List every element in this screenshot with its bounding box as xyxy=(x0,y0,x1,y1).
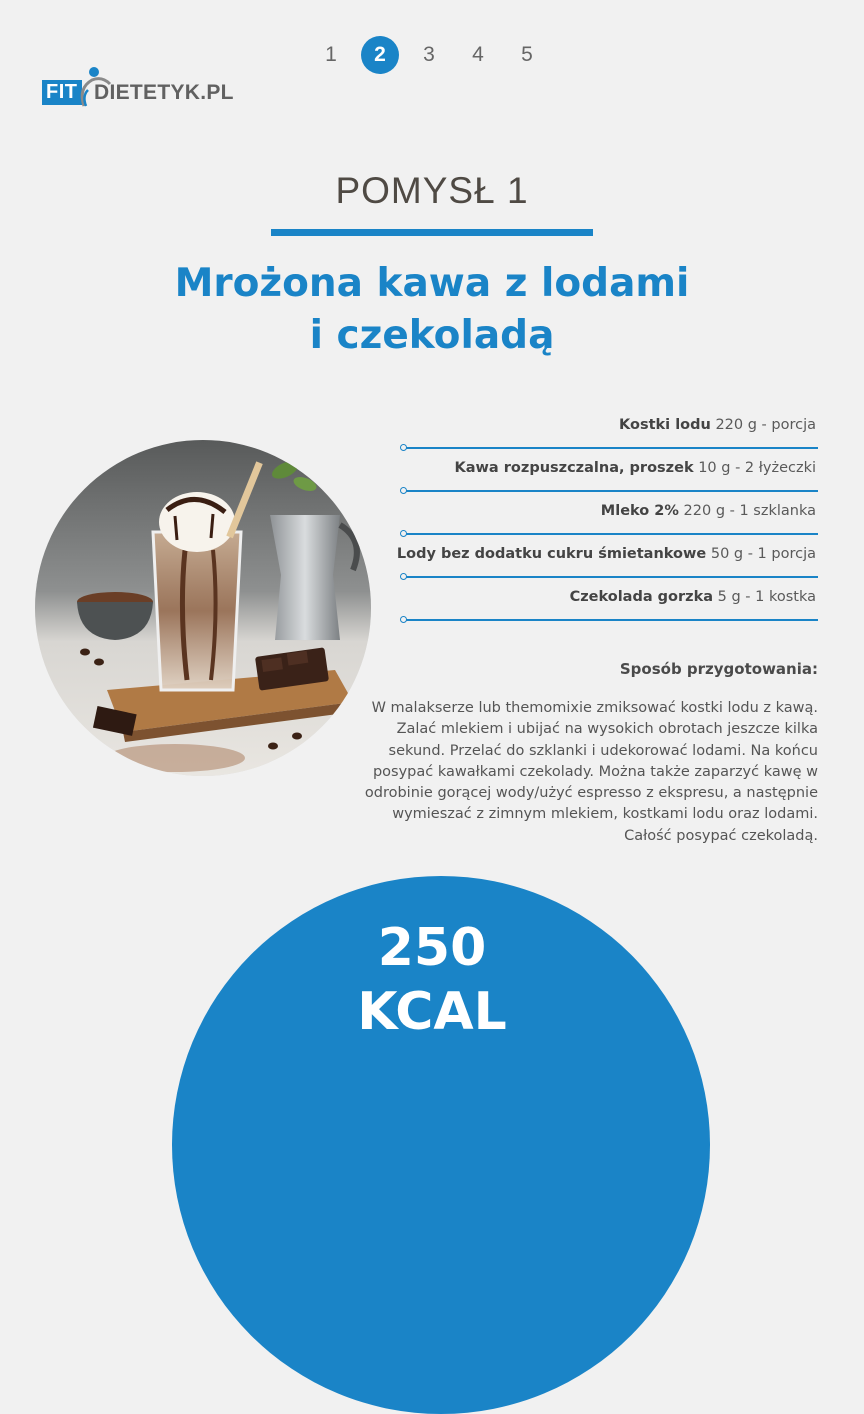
ingredient-amount: 220 g - 1 szklanka xyxy=(683,503,816,519)
ingredient-row xyxy=(400,584,818,627)
kcal-unit: KCAL xyxy=(357,982,507,1042)
ingredient-name: Kostki lodu xyxy=(619,417,711,433)
preparation-heading: Sposób przygotowania: xyxy=(619,660,818,678)
ingredient-text xyxy=(601,503,816,519)
brand-logo xyxy=(42,68,252,114)
recipe-photo xyxy=(35,440,371,776)
ingredient-divider xyxy=(404,490,818,492)
ingredients-list xyxy=(396,412,818,627)
ingredient-row xyxy=(400,498,818,541)
logo-dietetyk-text: DIETETYK.PL xyxy=(94,81,234,104)
ingredient-divider xyxy=(404,576,818,578)
idea-title: POMYSŁ 1 xyxy=(335,170,529,211)
ingredient-name: Mleko 2% xyxy=(600,503,679,519)
iced-coffee-illustration xyxy=(35,440,371,776)
kcal-value: 250 xyxy=(377,918,487,978)
ingredient-text xyxy=(619,417,816,433)
logo-fit-text: FIT xyxy=(42,80,82,105)
recipe-title-line-1: Mrożona kawa z lodami xyxy=(174,261,690,306)
bullet-dot-icon xyxy=(400,616,407,623)
bullet-dot-icon xyxy=(400,573,407,580)
recipe-title-line-2: i czekoladą xyxy=(309,313,555,358)
ingredient-text xyxy=(455,460,816,476)
ingredient-name: Lody bez dodatku cukru śmietankowe xyxy=(396,546,707,562)
ingredient-divider xyxy=(404,447,818,449)
page-2-button-current[interactable]: 2 xyxy=(361,36,399,74)
ingredient-name: Czekolada gorzka xyxy=(569,589,714,605)
page-3-button[interactable]: 3 xyxy=(423,43,435,66)
bullet-dot-icon xyxy=(400,530,407,537)
ingredient-row xyxy=(400,455,818,498)
preparation-text: W malakserze lub themomixie zmiksować kostki lodu z kawą. Zalać mlekiem i ubijać na wysokich obrotach jeszcze kilka sekund. Przelać do szklanki i udekorować lodami. Na końcu posypać kawałkami czekolady. Można także zaparzyć kawę w odrobinie gorącej wody/użyć espresso z ekspresu, a następnie wymieszać z zimnym mlekiem, kostkami lodu oraz lodami. Całość posypać czekoladą. xyxy=(364,700,818,844)
ingredient-name: Kawa rozpuszczalna, proszek xyxy=(454,460,694,476)
bullet-dot-icon xyxy=(400,487,407,494)
ingredient-amount: 5 g - 1 kostka xyxy=(717,589,816,605)
ingredient-amount: 220 g - porcja xyxy=(715,417,816,433)
ingredient-amount: 10 g - 2 łyżeczki xyxy=(698,460,816,476)
bullet-dot-icon xyxy=(400,444,407,451)
title-divider xyxy=(271,229,593,236)
ingredient-row xyxy=(396,541,818,584)
page-pagination xyxy=(312,36,557,74)
page-4-button[interactable]: 4 xyxy=(472,43,484,66)
ingredient-text xyxy=(570,589,816,605)
page-5-button[interactable]: 5 xyxy=(521,43,533,66)
ingredient-text xyxy=(397,546,816,562)
ingredient-amount: 50 g - 1 porcja xyxy=(710,546,816,562)
page-1-button[interactable]: 1 xyxy=(325,43,337,66)
ingredient-divider xyxy=(404,533,818,535)
ingredient-row xyxy=(400,412,818,455)
recipe-title xyxy=(0,258,864,362)
ingredient-divider xyxy=(404,619,818,621)
